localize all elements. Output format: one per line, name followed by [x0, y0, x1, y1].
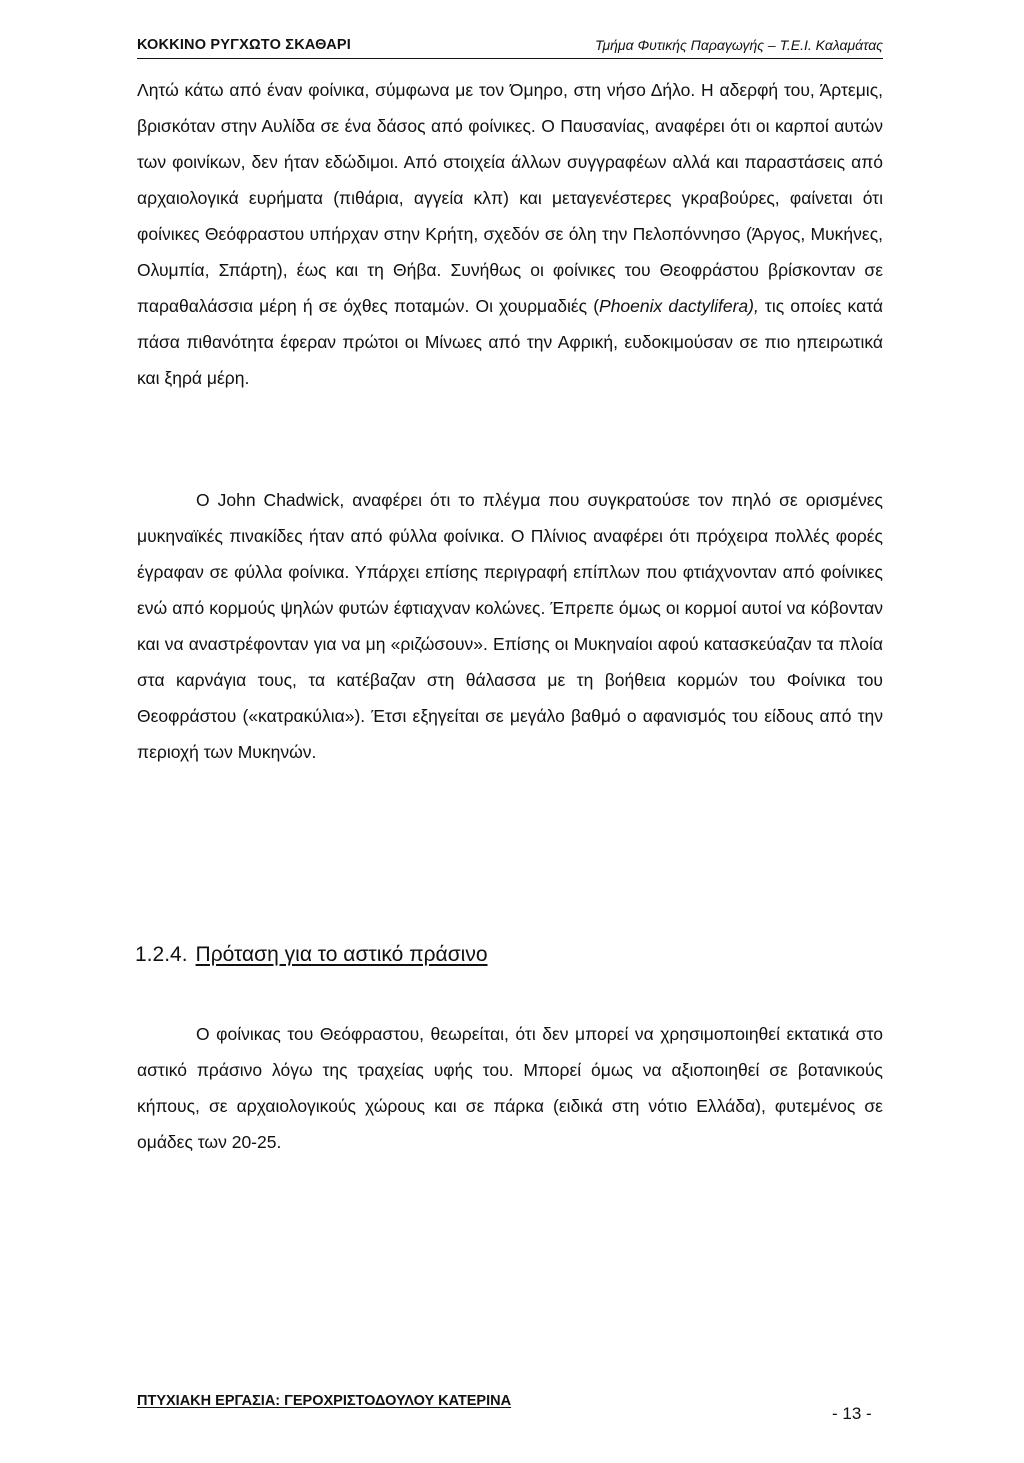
paragraph-mythology-history	[137, 72, 883, 396]
paragraph1-text-start: Λητώ κάτω από έναν φοίνικα, σύμφωνα με τον Όμηρο, στη νήσο Δήλο. Η αδερφή του, Άρτεμις, βρισκόταν στην Αυλίδα σε ένα δάσος από φοίνικες. Ο Παυσανίας, αναφέρει ότι οι καρποί αυτών των φοινίκων, δεν ήταν εδώδιμοι. Από στοιχεία άλλων συγγραφέων αλλά και παραστάσεις από αρχαιολογικά ευρήματα (πιθάρια, αγγεία κλπ) και μεταγενέστερες γκραβούρες, φαίνεται ότι φοίνικες Θεόφραστου υπήρχαν στην Κρήτη, σχεδόν σε όλη την Πελοπόννησο (Άργος, Μυκήνες, Ολυμπία, Σπάρτη), έως και τη Θήβα. Συνήθως οι φοίνικες του Θεοφράστου βρίσκονταν σε παραθαλάσσια μέρη ή σε όχθες ποταμών. Οι χουρμαδιές (	[137, 80, 883, 316]
header-document-title: ΚΟΚΚΙΝΟ ΡΥΓΧΩΤΟ ΣΚΑΘΑΡΙ	[137, 37, 352, 53]
footer-page-number: - 13 -	[832, 1404, 872, 1423]
section-title: Πρόταση για το αστικό πράσινο	[195, 943, 488, 966]
header-department: Τμήμα Φυτικής Παραγωγής – Τ.Ε.Ι. Καλαμάτας	[594, 37, 883, 53]
section-heading	[135, 941, 488, 969]
footer-thesis-author: ΠΤΥΧΙΑΚΗ ΕΡΓΑΣΙΑ: ΓΕΡΟΧΡΙΣΤΟΔΟΥΛΟΥ ΚΑΤΕΡΙΝΑ	[137, 1393, 512, 1409]
paragraph1-text-end: τις οποίες κατά πάσα πιθανότητα έφεραν πρώτοι οι Μίνωες από την Αφρική, ευδοκιμούσαν σε πιο ηπειρωτικά και ξηρά μέρη.	[137, 296, 883, 388]
paragraph-mycenaean-uses: Ο John Chadwick, αναφέρει ότι το πλέγμα που συγκρατούσε τον πηλό σε ορισμένες μυκηναϊκές πινακίδες ήταν από φύλλα φοίνικα. Ο Πλίνιος αναφέρει ότι πρόχειρα πολλές φορές έγραφαν σε φύλλα φοίνικα. Υπάρχει επίσης περιγραφή επίπλων που φτιάχνονταν από φοίνικες ενώ από κορμούς ψηλών φυτών έφτιαχναν κολώνες. Έπρεπε όμως οι κορμοί αυτοί να κόβονταν και να αναστρέφονταν για να μη «ριζώσουν». Επίσης οι Μυκηναίοι αφού κατασκεύαζαν τα πλοία στα καρνάγια τους, τα κατέβαζαν στη θάλασσα με τη βοήθεια κορμών του Φοίνικα του Θεοφράστου («κατρακύλια»). Έτσι εξηγείται σε μεγάλο βαθμό ο αφανισμός του είδους από την περιοχή των Μυκηνών.	[137, 490, 883, 762]
scientific-name-italic: Phoenix dactylifera),	[599, 296, 759, 316]
section-number: 1.2.4.	[135, 943, 188, 966]
paragraph-urban-green-proposal: Ο φοίνικας του Θεόφραστου, θεωρείται, ότι δεν μπορεί να χρησιμοποιηθεί εκτατικά στο αστικό πράσινο λόγω της τραχείας υφής του. Μπορεί όμως να αξιοποιηθεί σε βοτανικούς κήπους, σε αρχαιολογικούς χώρους και σε πάρκα (ειδικά στη νότιο Ελλάδα), φυτεμένος σε ομάδες των 20-25.	[137, 1024, 883, 1152]
page-header	[137, 34, 883, 59]
